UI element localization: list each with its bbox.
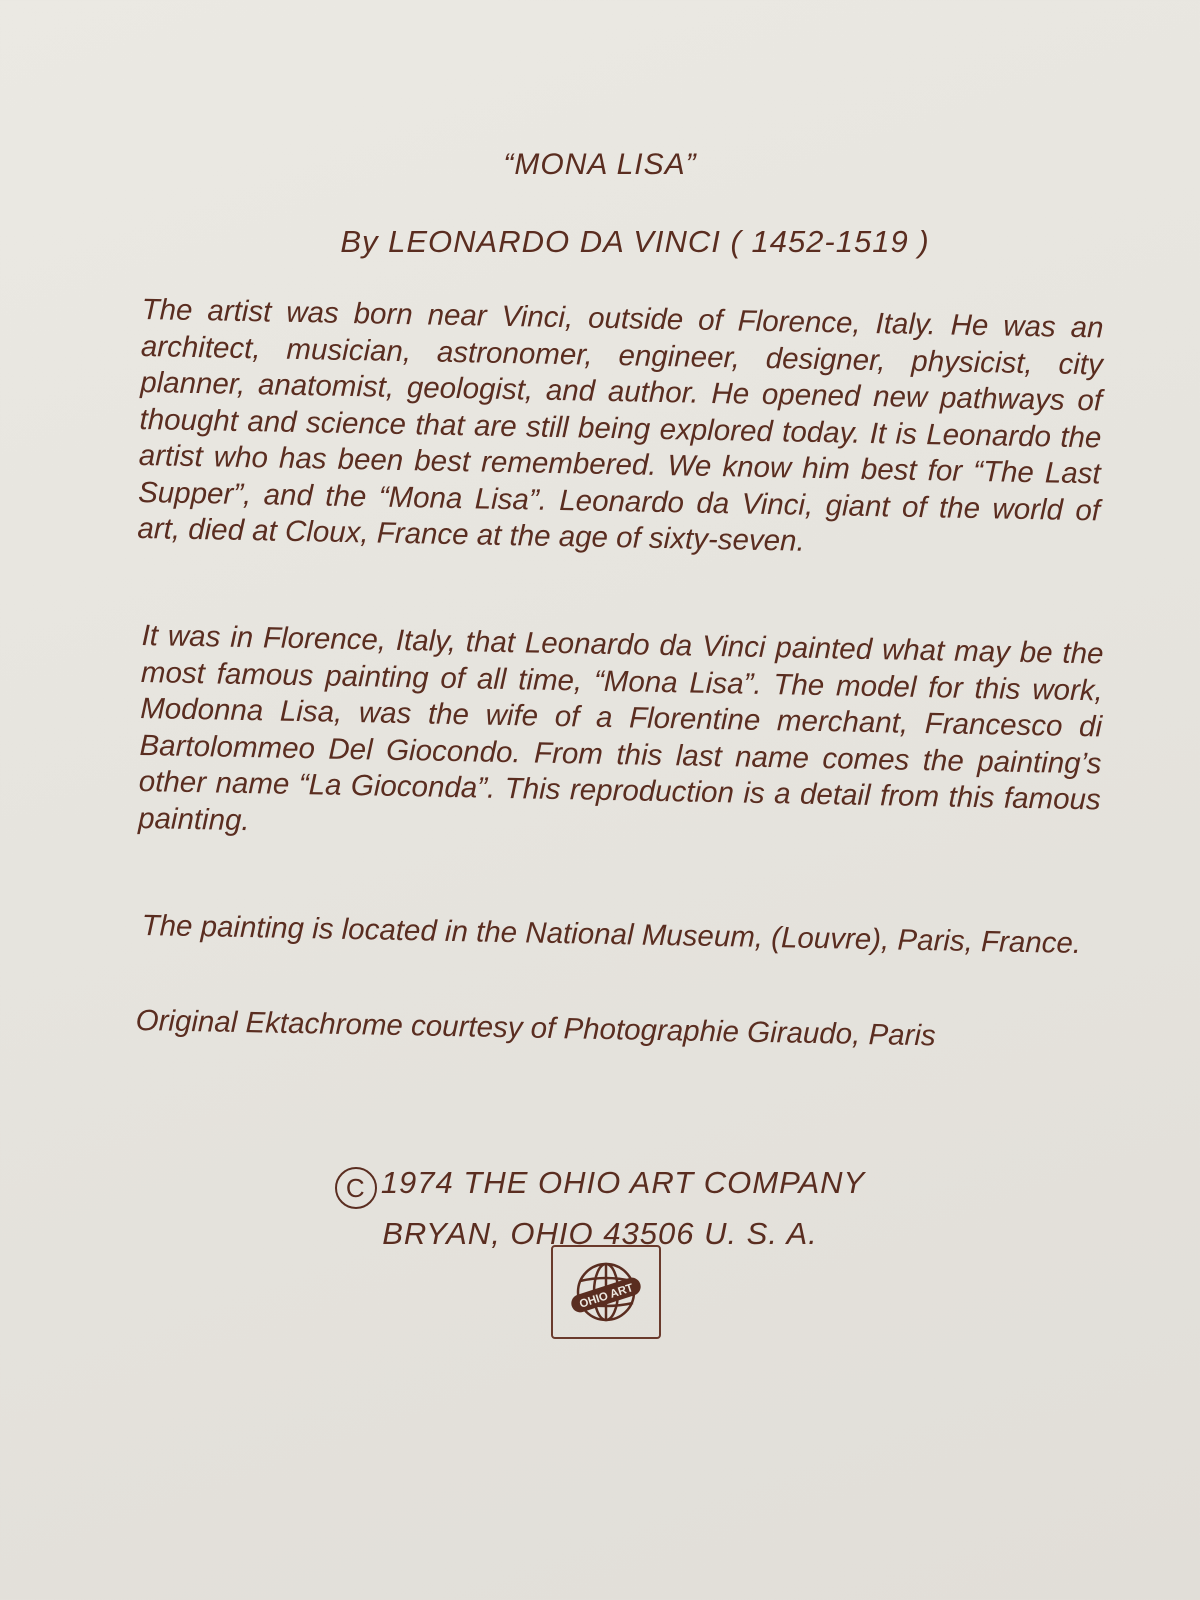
artist-byline: By LEONARDO DA VINCI ( 1452-1519 ) — [340, 224, 930, 259]
copyright-icon: C — [335, 1167, 377, 1209]
publisher-address: BRYAN, OHIO 43506 U. S. A. — [382, 1216, 818, 1251]
document-title: “MONA LISA” — [503, 148, 697, 181]
publisher-block — [0, 1158, 1200, 1259]
globe-logo-icon — [564, 1255, 648, 1329]
logo-text: OHIO ART — [578, 1282, 635, 1311]
photo-credit: Original Ektachrome courtesy of Photographie Giraudo, Paris — [135, 1004, 937, 1053]
copyright-line — [0, 1158, 1200, 1209]
location-paragraph: The painting is located in the National Museum, (Louvre), Paris, France. — [141, 908, 1082, 961]
ohio-art-logo — [551, 1245, 661, 1339]
publisher-name: 1974 THE OHIO ART COMPANY — [380, 1165, 866, 1200]
painting-paragraph: It was in Florence, Italy, that Leonardo da Vinci painted what may be the most famous painting of all time, “Mona Lisa”. The model for this work, Modonna Lisa, was the wife of a Florentine merchant, Francesco di Bartolommeo Del Giocondo. From this last name comes the painting’s other name “La Gioconda”. This reproduction is a detail from this famous painting. — [137, 618, 1104, 837]
biography-paragraph: The artist was born near Vinci, outside of Florence, Italy. He was an architect, musician, astronomer, engineer, designer, physicist, city planner, anatomist, geologist, and author. He opened new pathways of thought and science that are still being explored today. It is Leonardo the artist who has been best remembered. We know him best for “The Last Supper”, and the “Mona Lisa”. Leonardo da Vinci, giant of the world of art, died at Cloux, France at the age of sixty-seven. — [137, 292, 1104, 558]
